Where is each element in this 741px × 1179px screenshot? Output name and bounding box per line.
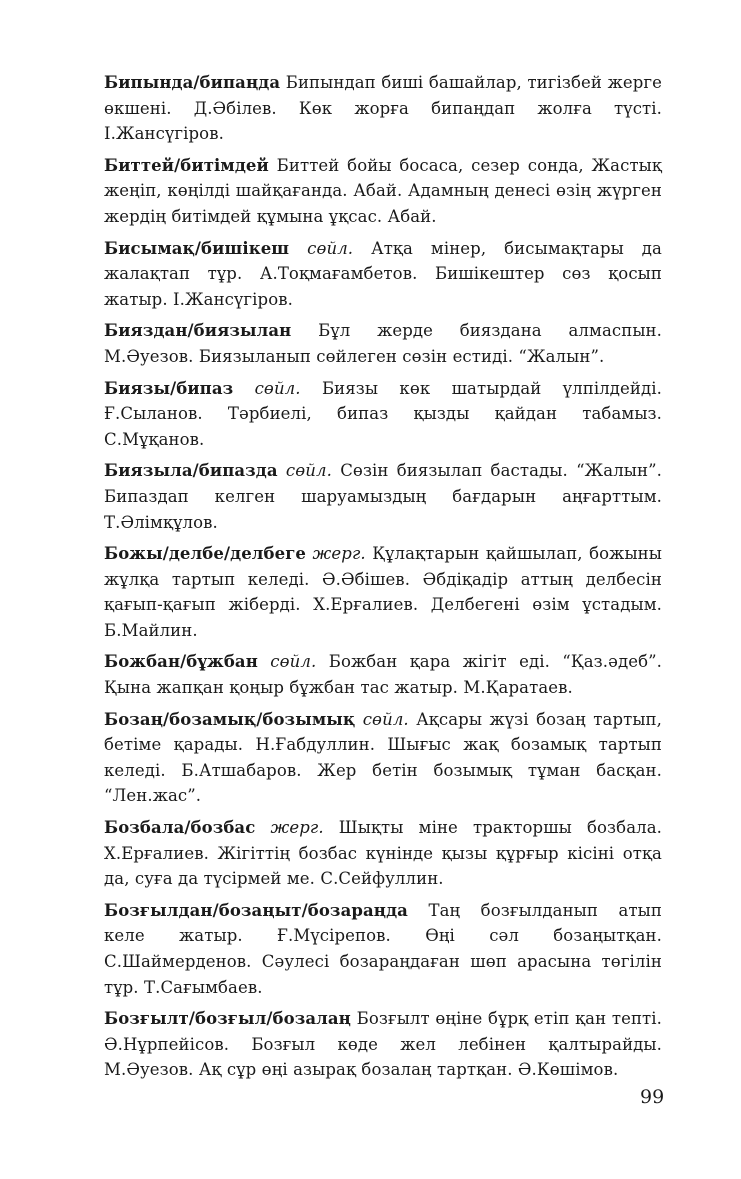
dictionary-entry xyxy=(104,815,662,892)
dictionary-entry xyxy=(104,236,662,313)
entry-label: сөйл. xyxy=(257,652,317,672)
entry-text: Атқа мінер, бисымақтары да жалақтап тұр. А.Тоқмағамбетов. Бишікештер сөз қосып жатыр. І.Жансүгіров. xyxy=(104,238,662,309)
entry-text: Сөзін биязылап бастады. “Жалын”. Бипаздап келген шаруамыздың бағдарын аңғарттым. Т.Әлімқұлов. xyxy=(104,461,662,532)
entry-headword: Божы/делбе/делбеге xyxy=(104,544,307,564)
entry-headword: Бияздан/биязылан xyxy=(104,321,292,341)
entry-label: сөйл. xyxy=(233,378,301,398)
entry-text: Таң бозғылданып атып келе жатыр. Ғ.Мүсірепов. Өңі сәл бозаңытқан. С.Шаймерденов. Сәулесі бозараңдаған шөп арасына төгілін тұр. Т.Сағымбаев. xyxy=(104,900,662,997)
dictionary-entry xyxy=(104,649,662,700)
dictionary-entry xyxy=(104,376,662,453)
entry-label: сөйл. xyxy=(277,461,332,481)
entry-text: Божбан қара жігіт еді. “Қаз.әдеб”. Қына жапқан қоңыр бұжбан тас жатыр. М.Қаратаев. xyxy=(104,652,662,698)
entry-text: Құлақтарын қайшылап, божыны жұлқа тартып келеді. Ә.Әбішев. Әбдіқадір аттың делбесін қағып-қағып жіберді. Х.Ерғалиев. Делбегені өзім ұстадым. Б.Майлин. xyxy=(104,544,663,640)
dictionary-entry xyxy=(104,707,662,809)
entry-label: сөйл. xyxy=(355,709,409,729)
entry-text: Шықты міне тракторшы бозбала. Х.Ерғалиев. Жігіттің бозбас күнінде қызы құрғыр кісіні отқа да, суға да түсірмей ме. С.Сейфуллин. xyxy=(104,818,662,889)
dictionary-page xyxy=(104,70,662,1089)
entry-text: Бұл жерде бияздана алмаспын. М.Әуезов. Биязыланып сөйлеген сөзін естиді. “Жалын”. xyxy=(104,321,662,366)
entry-label: жерг. xyxy=(306,544,366,564)
dictionary-entry xyxy=(104,458,662,535)
entry-headword: Бозғылт/бозғыл/бозалаң xyxy=(104,1009,351,1029)
dictionary-entry xyxy=(104,318,662,369)
entry-headword: Биязы/бипаз xyxy=(104,378,234,398)
entry-text: Биязы көк шатырдай үлпілдейді. Ғ.Сыланов. Тәрбиелі, бипаз қызды қайдан табамыз. С.Мұқанов. xyxy=(104,378,662,449)
dictionary-entry xyxy=(104,1006,662,1083)
entry-text: Биттей бойы босаса, сезер сонда, Жастық жеңіп, көңілді шайқағанда. Абай. Адамның денесі өзің жүрген жердің битімдей құмына ұқсас. Абай. xyxy=(104,155,662,226)
entry-headword: Бисымақ/бишікеш xyxy=(104,238,290,258)
entry-text: Бипындап биші башайлар, тигізбей жерге өкшені. Д.Әбілев. Көк жорға бипаңдап жолға түсті. І.Жансүгіров. xyxy=(104,73,662,144)
dictionary-entry xyxy=(104,70,662,147)
entry-label: жерг. xyxy=(255,818,324,838)
entry-headword: Бозаң/бозамық/бозымық xyxy=(104,709,356,729)
entry-label: сөйл. xyxy=(289,238,354,258)
entry-text: Бозғылт өңіне бұрқ етіп қан тепті. Ә.Нұрпейісов. Бозғыл көде жел лебінен қалтырайды. М.Әуезов. Ақ сұр өңі азырақ бозалаң тартқан. Ә.Көшімов. xyxy=(104,1009,662,1080)
dictionary-entry xyxy=(104,898,662,1000)
entry-headword: Биттей/битімдей xyxy=(104,155,269,175)
dictionary-entry xyxy=(104,541,662,643)
entry-headword: Бипында/бипаңда xyxy=(104,73,281,92)
entry-headword: Божбан/бұжбан xyxy=(104,652,258,672)
entry-text: Ақсары жүзі бозаң тартып, бетіме қарады. Н.Ғабдуллин. Шығыс жақ бозамық тартып келеді. Б.Атшабаров. Жер бетін бозымық тұман басқан. “Лен.жас”. xyxy=(104,709,663,806)
entry-headword: Биязыла/бипазда xyxy=(104,461,278,481)
page-number: 99 xyxy=(640,1086,665,1108)
entry-headword: Бозғылдан/бозаңыт/бозараңда xyxy=(104,900,408,920)
entry-headword: Бозбала/бозбас xyxy=(104,818,256,838)
dictionary-entry xyxy=(104,153,662,230)
